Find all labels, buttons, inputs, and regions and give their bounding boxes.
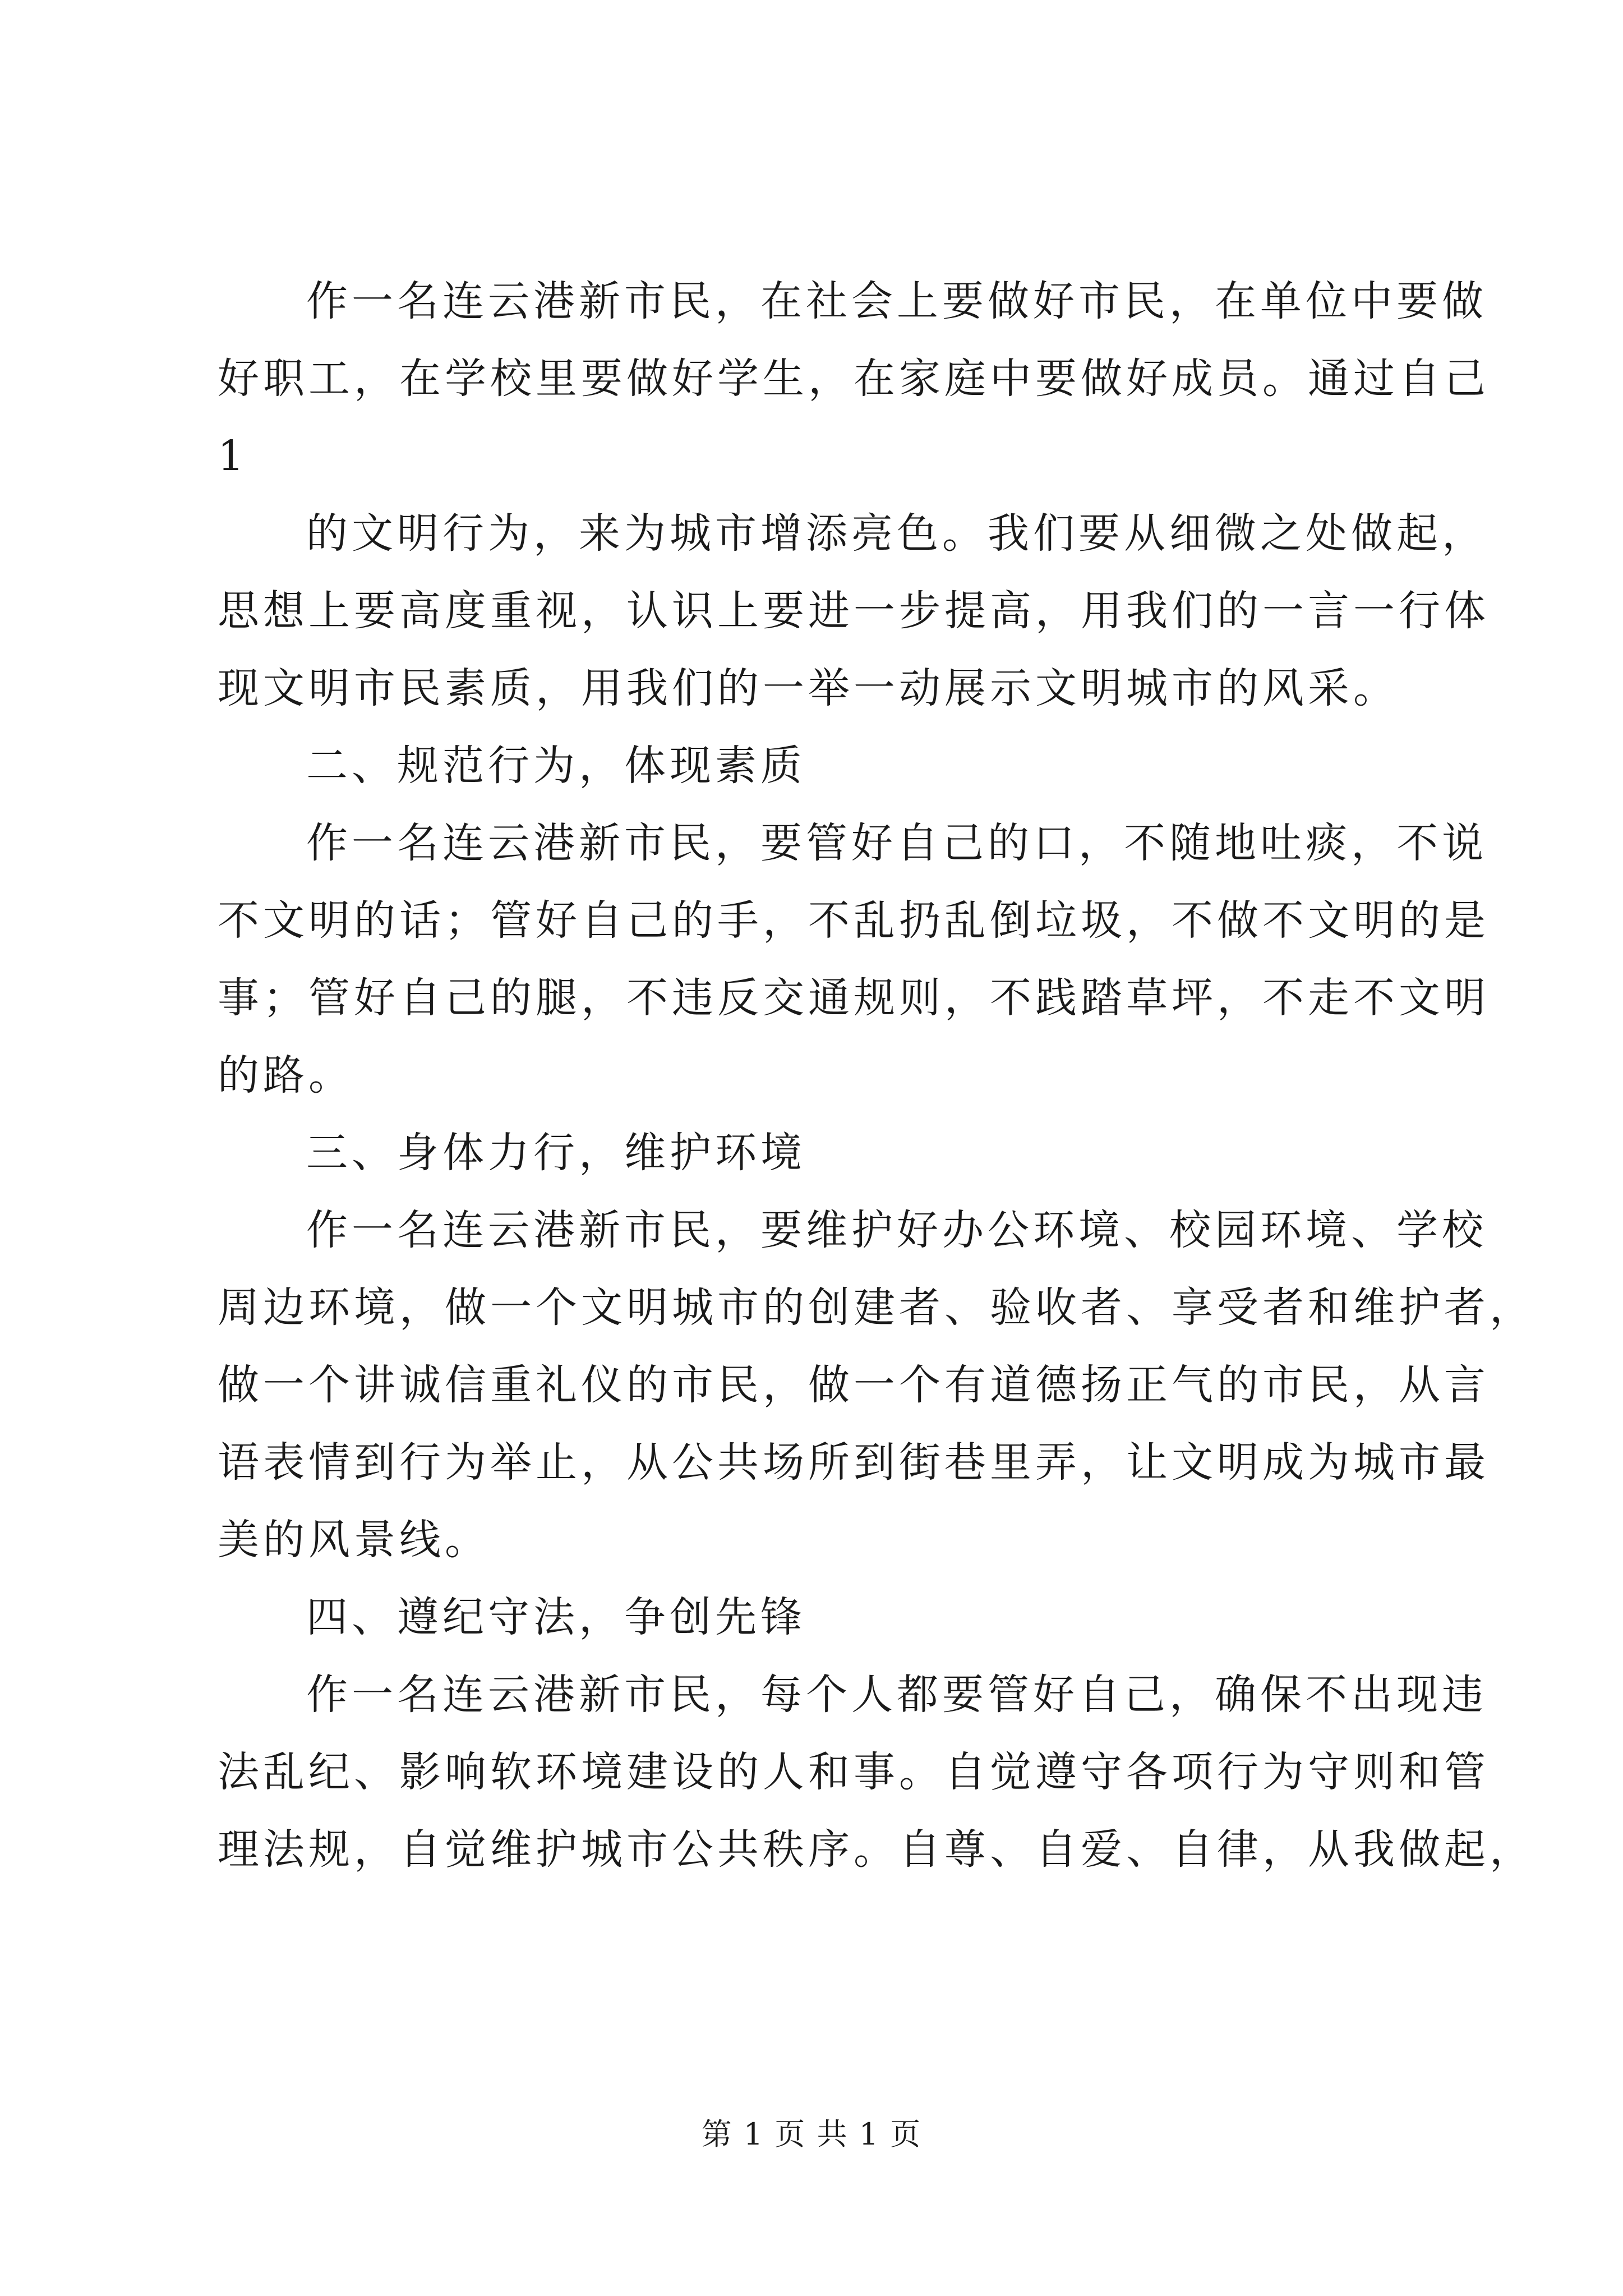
paragraph-line: 事；管好自己的腿，不违反交通规则，不践踏草坪，不走不文明: [218, 974, 1490, 1022]
section-heading: 二、规范行为，体现素质: [306, 742, 806, 790]
paragraph-line: 法乱纪、影响软环境建设的人和事。自觉遵守各项行为守则和管: [218, 1748, 1490, 1796]
section-heading: 四、遵纪守法，争创先锋: [306, 1593, 806, 1641]
paragraph-line: 周边环境，做一个文明城市的创建者、验收者、享受者和维护者，: [218, 1283, 1535, 1332]
paragraph-line: 现文明市民素质，用我们的一举一动展示文明城市的风采。: [218, 664, 1399, 712]
paragraph-line: 做一个讲诚信重礼仪的市民，做一个有道德扬正气的市民，从言: [218, 1361, 1490, 1409]
paragraph-line: 作一名连云港新市民，在社会上要做好市民，在单位中要做: [306, 277, 1487, 325]
paragraph-line: 语表情到行为举止，从公共场所到街巷里弄，让文明成为城市最: [218, 1438, 1490, 1487]
page-number-fragment: 1: [218, 432, 245, 480]
paragraph-line: 好职工，在学校里要做好学生，在家庭中要做好成员。通过自己: [218, 355, 1490, 403]
paragraph-line: 思想上要高度重视，认识上要进一步提高，用我们的一言一行体: [218, 587, 1490, 635]
paragraph-line: 不文明的话；管好自己的手，不乱扔乱倒垃圾，不做不文明的是: [218, 896, 1490, 945]
paragraph-line: 作一名连云港新市民，要管好自己的口，不随地吐痰，不说: [306, 819, 1487, 867]
paragraph-line: 理法规，自觉维护城市公共秩序。自尊、自爱、自律，从我做起，: [218, 1825, 1535, 1874]
page-footer: 第 1 页 共 1 页: [701, 2116, 922, 2152]
paragraph-line: 作一名连云港新市民，要维护好办公环境、校园环境、学校: [306, 1206, 1487, 1254]
paragraph-line: 的路。: [218, 1051, 354, 1099]
section-heading: 三、身体力行，维护环境: [306, 1129, 806, 1177]
paragraph-line: 的文明行为，来为城市增添亮色。我们要从细微之处做起，: [306, 509, 1487, 558]
paragraph-line: 美的风景线。: [218, 1516, 490, 1564]
paragraph-line: 作一名连云港新市民，每个人都要管好自己，确保不出现违: [306, 1671, 1487, 1719]
document-body: [218, 263, 1535, 1888]
